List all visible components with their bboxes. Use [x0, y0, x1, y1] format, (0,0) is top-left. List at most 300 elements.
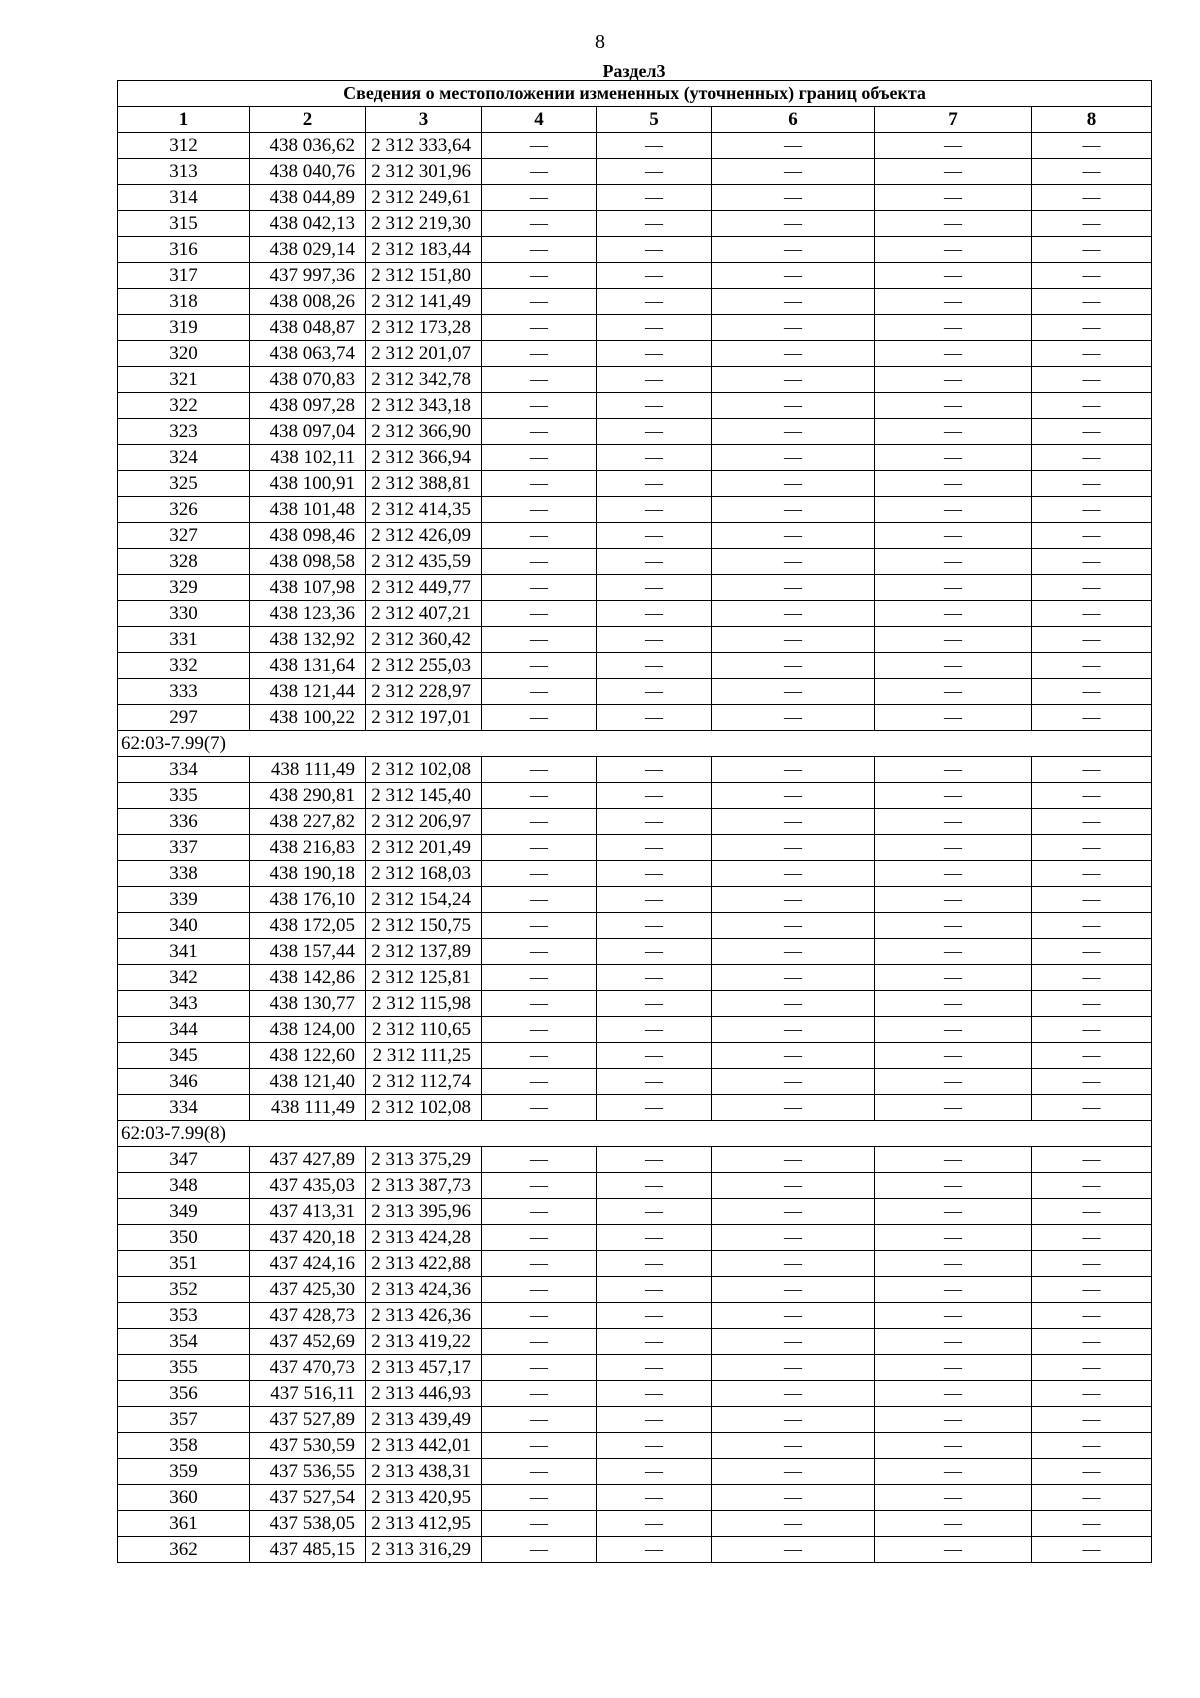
empty-dash-cell: —: [597, 1511, 712, 1537]
x-coordinate-cell: 437 427,89: [250, 1147, 366, 1173]
empty-dash-cell: —: [597, 1199, 712, 1225]
x-coordinate-cell: 438 102,11: [250, 445, 366, 471]
empty-dash-cell: —: [1032, 211, 1152, 237]
empty-dash-cell: —: [597, 1407, 712, 1433]
empty-dash-cell: —: [482, 237, 597, 263]
empty-dash-cell: —: [875, 913, 1032, 939]
empty-dash-cell: —: [1032, 679, 1152, 705]
table-row: [118, 783, 1152, 809]
table-row: [118, 627, 1152, 653]
empty-dash-cell: —: [597, 679, 712, 705]
empty-dash-cell: —: [482, 1329, 597, 1355]
empty-dash-cell: —: [482, 211, 597, 237]
empty-dash-cell: —: [597, 991, 712, 1017]
x-coordinate-cell: 438 121,44: [250, 679, 366, 705]
empty-dash-cell: —: [482, 549, 597, 575]
x-coordinate-cell: 438 063,74: [250, 341, 366, 367]
empty-dash-cell: —: [482, 1199, 597, 1225]
point-number-cell: 361: [118, 1511, 250, 1537]
empty-dash-cell: —: [482, 315, 597, 341]
point-number-cell: 317: [118, 263, 250, 289]
table-row: [118, 185, 1152, 211]
y-coordinate-cell: 2 313 439,49: [366, 1407, 482, 1433]
point-number-cell: 357: [118, 1407, 250, 1433]
x-coordinate-cell: 438 036,62: [250, 133, 366, 159]
table-row: [118, 549, 1152, 575]
x-coordinate-cell: 438 100,22: [250, 705, 366, 731]
empty-dash-cell: —: [482, 1043, 597, 1069]
empty-dash-cell: —: [712, 913, 875, 939]
empty-dash-cell: —: [712, 627, 875, 653]
empty-dash-cell: —: [712, 1095, 875, 1121]
empty-dash-cell: —: [875, 1277, 1032, 1303]
table-row: [118, 1485, 1152, 1511]
empty-dash-cell: —: [1032, 523, 1152, 549]
empty-dash-cell: —: [482, 1173, 597, 1199]
x-coordinate-cell: 438 142,86: [250, 965, 366, 991]
empty-dash-cell: —: [875, 1433, 1032, 1459]
y-coordinate-cell: 2 312 206,97: [366, 809, 482, 835]
empty-dash-cell: —: [482, 939, 597, 965]
table-row: [118, 1459, 1152, 1485]
point-number-cell: 350: [118, 1225, 250, 1251]
point-number-cell: 329: [118, 575, 250, 601]
table-row: [118, 1251, 1152, 1277]
table-row: [118, 575, 1152, 601]
x-coordinate-cell: 437 485,15: [250, 1537, 366, 1563]
empty-dash-cell: —: [597, 133, 712, 159]
empty-dash-cell: —: [875, 575, 1032, 601]
y-coordinate-cell: 2 312 342,78: [366, 367, 482, 393]
empty-dash-cell: —: [482, 393, 597, 419]
x-coordinate-cell: 437 425,30: [250, 1277, 366, 1303]
point-number-cell: 341: [118, 939, 250, 965]
empty-dash-cell: —: [482, 1069, 597, 1095]
table-row: [118, 887, 1152, 913]
y-coordinate-cell: 2 312 255,03: [366, 653, 482, 679]
empty-dash-cell: —: [712, 1303, 875, 1329]
empty-dash-cell: —: [597, 289, 712, 315]
empty-dash-cell: —: [712, 1511, 875, 1537]
empty-dash-cell: —: [712, 783, 875, 809]
x-coordinate-cell: 437 470,73: [250, 1355, 366, 1381]
table-row: [118, 965, 1152, 991]
point-number-cell: 356: [118, 1381, 250, 1407]
empty-dash-cell: —: [597, 887, 712, 913]
empty-dash-cell: —: [875, 419, 1032, 445]
group-row: [118, 1121, 1152, 1147]
empty-dash-cell: —: [712, 549, 875, 575]
empty-dash-cell: —: [875, 1329, 1032, 1355]
x-coordinate-cell: 438 216,83: [250, 835, 366, 861]
empty-dash-cell: —: [482, 263, 597, 289]
y-coordinate-cell: 2 313 442,01: [366, 1433, 482, 1459]
x-coordinate-cell: 438 111,49: [250, 757, 366, 783]
point-number-cell: 348: [118, 1173, 250, 1199]
empty-dash-cell: —: [712, 133, 875, 159]
empty-dash-cell: —: [875, 497, 1032, 523]
x-coordinate-cell: 438 130,77: [250, 991, 366, 1017]
empty-dash-cell: —: [482, 627, 597, 653]
point-number-cell: 349: [118, 1199, 250, 1225]
empty-dash-cell: —: [875, 1251, 1032, 1277]
empty-dash-cell: —: [1032, 1459, 1152, 1485]
x-coordinate-cell: 438 290,81: [250, 783, 366, 809]
empty-dash-cell: —: [875, 887, 1032, 913]
empty-dash-cell: —: [597, 939, 712, 965]
y-coordinate-cell: 2 313 426,36: [366, 1303, 482, 1329]
x-coordinate-cell: 438 097,28: [250, 393, 366, 419]
empty-dash-cell: —: [875, 991, 1032, 1017]
x-coordinate-cell: 438 172,05: [250, 913, 366, 939]
empty-dash-cell: —: [875, 1537, 1032, 1563]
empty-dash-cell: —: [1032, 653, 1152, 679]
empty-dash-cell: —: [712, 185, 875, 211]
x-coordinate-cell: 438 123,36: [250, 601, 366, 627]
point-number-cell: 342: [118, 965, 250, 991]
table-row: [118, 419, 1152, 445]
empty-dash-cell: —: [1032, 263, 1152, 289]
table-caption: Сведения о местоположении измененных (уточненных) границ объекта: [118, 81, 1152, 107]
empty-dash-cell: —: [712, 1485, 875, 1511]
point-number-cell: 330: [118, 601, 250, 627]
table-row: [118, 1043, 1152, 1069]
empty-dash-cell: —: [482, 471, 597, 497]
column-header: 8: [1032, 107, 1152, 133]
column-header: 2: [250, 107, 366, 133]
y-coordinate-cell: 2 312 388,81: [366, 471, 482, 497]
table-row: [118, 653, 1152, 679]
empty-dash-cell: —: [1032, 601, 1152, 627]
empty-dash-cell: —: [597, 1485, 712, 1511]
empty-dash-cell: —: [482, 679, 597, 705]
y-coordinate-cell: 2 312 219,30: [366, 211, 482, 237]
empty-dash-cell: —: [597, 1381, 712, 1407]
empty-dash-cell: —: [482, 1433, 597, 1459]
empty-dash-cell: —: [482, 965, 597, 991]
x-coordinate-cell: 438 122,60: [250, 1043, 366, 1069]
empty-dash-cell: —: [482, 1017, 597, 1043]
empty-dash-cell: —: [1032, 783, 1152, 809]
empty-dash-cell: —: [875, 133, 1032, 159]
empty-dash-cell: —: [482, 497, 597, 523]
y-coordinate-cell: 2 312 125,81: [366, 965, 482, 991]
empty-dash-cell: —: [597, 159, 712, 185]
empty-dash-cell: —: [875, 809, 1032, 835]
y-coordinate-cell: 2 313 438,31: [366, 1459, 482, 1485]
y-coordinate-cell: 2 312 197,01: [366, 705, 482, 731]
point-number-cell: 355: [118, 1355, 250, 1381]
y-coordinate-cell: 2 312 111,25: [366, 1043, 482, 1069]
empty-dash-cell: —: [597, 1433, 712, 1459]
empty-dash-cell: —: [1032, 757, 1152, 783]
empty-dash-cell: —: [597, 705, 712, 731]
empty-dash-cell: —: [1032, 133, 1152, 159]
empty-dash-cell: —: [712, 341, 875, 367]
empty-dash-cell: —: [875, 653, 1032, 679]
x-coordinate-cell: 437 530,59: [250, 1433, 366, 1459]
table-row: [118, 679, 1152, 705]
table-row: [118, 1355, 1152, 1381]
empty-dash-cell: —: [1032, 497, 1152, 523]
point-number-cell: 334: [118, 757, 250, 783]
empty-dash-cell: —: [482, 783, 597, 809]
table-row: [118, 471, 1152, 497]
empty-dash-cell: —: [482, 1485, 597, 1511]
point-number-cell: 344: [118, 1017, 250, 1043]
y-coordinate-cell: 2 312 151,80: [366, 263, 482, 289]
empty-dash-cell: —: [597, 445, 712, 471]
y-coordinate-cell: 2 312 173,28: [366, 315, 482, 341]
point-number-cell: 353: [118, 1303, 250, 1329]
y-coordinate-cell: 2 313 387,73: [366, 1173, 482, 1199]
group-row: [118, 731, 1152, 757]
empty-dash-cell: —: [597, 1355, 712, 1381]
empty-dash-cell: —: [482, 445, 597, 471]
table-row: [118, 1381, 1152, 1407]
empty-dash-cell: —: [597, 965, 712, 991]
y-coordinate-cell: 2 312 102,08: [366, 1095, 482, 1121]
empty-dash-cell: —: [712, 965, 875, 991]
point-number-cell: 354: [118, 1329, 250, 1355]
y-coordinate-cell: 2 313 420,95: [366, 1485, 482, 1511]
x-coordinate-cell: 437 452,69: [250, 1329, 366, 1355]
point-number-cell: 318: [118, 289, 250, 315]
x-coordinate-cell: 438 029,14: [250, 237, 366, 263]
empty-dash-cell: —: [482, 653, 597, 679]
point-number-cell: 332: [118, 653, 250, 679]
table-row: [118, 445, 1152, 471]
empty-dash-cell: —: [597, 1459, 712, 1485]
empty-dash-cell: —: [482, 991, 597, 1017]
table-row: [118, 1329, 1152, 1355]
table-row: [118, 211, 1152, 237]
y-coordinate-cell: 2 312 426,09: [366, 523, 482, 549]
y-coordinate-cell: 2 312 301,96: [366, 159, 482, 185]
x-coordinate-cell: 438 098,46: [250, 523, 366, 549]
y-coordinate-cell: 2 313 316,29: [366, 1537, 482, 1563]
empty-dash-cell: —: [597, 263, 712, 289]
point-number-cell: 314: [118, 185, 250, 211]
table-row: [118, 601, 1152, 627]
table-row: [118, 1407, 1152, 1433]
empty-dash-cell: —: [875, 1407, 1032, 1433]
empty-dash-cell: —: [1032, 185, 1152, 211]
y-coordinate-cell: 2 312 150,75: [366, 913, 482, 939]
table-row: [118, 1511, 1152, 1537]
y-coordinate-cell: 2 313 395,96: [366, 1199, 482, 1225]
empty-dash-cell: —: [875, 1173, 1032, 1199]
point-number-cell: 327: [118, 523, 250, 549]
x-coordinate-cell: 438 107,98: [250, 575, 366, 601]
y-coordinate-cell: 2 312 449,77: [366, 575, 482, 601]
empty-dash-cell: —: [712, 1069, 875, 1095]
empty-dash-cell: —: [712, 757, 875, 783]
empty-dash-cell: —: [1032, 1069, 1152, 1095]
empty-dash-cell: —: [875, 445, 1032, 471]
empty-dash-cell: —: [482, 1537, 597, 1563]
empty-dash-cell: —: [597, 757, 712, 783]
point-number-cell: 321: [118, 367, 250, 393]
x-coordinate-cell: 438 100,91: [250, 471, 366, 497]
column-header: 6: [712, 107, 875, 133]
empty-dash-cell: —: [482, 159, 597, 185]
point-number-cell: 316: [118, 237, 250, 263]
empty-dash-cell: —: [482, 1303, 597, 1329]
empty-dash-cell: —: [875, 367, 1032, 393]
point-number-cell: 322: [118, 393, 250, 419]
y-coordinate-cell: 2 312 228,97: [366, 679, 482, 705]
empty-dash-cell: —: [1032, 549, 1152, 575]
table-row: [118, 133, 1152, 159]
column-header: 4: [482, 107, 597, 133]
empty-dash-cell: —: [875, 1355, 1032, 1381]
table-row: [118, 1017, 1152, 1043]
point-number-cell: 335: [118, 783, 250, 809]
empty-dash-cell: —: [597, 1069, 712, 1095]
y-coordinate-cell: 2 312 102,08: [366, 757, 482, 783]
column-header-row: [118, 107, 1152, 133]
empty-dash-cell: —: [482, 1277, 597, 1303]
table-row: [118, 939, 1152, 965]
x-coordinate-cell: 438 097,04: [250, 419, 366, 445]
empty-dash-cell: —: [712, 887, 875, 913]
table-row: [118, 1303, 1152, 1329]
empty-dash-cell: —: [712, 471, 875, 497]
empty-dash-cell: —: [712, 653, 875, 679]
empty-dash-cell: —: [482, 835, 597, 861]
empty-dash-cell: —: [1032, 887, 1152, 913]
y-coordinate-cell: 2 313 424,28: [366, 1225, 482, 1251]
empty-dash-cell: —: [875, 1381, 1032, 1407]
x-coordinate-cell: 437 538,05: [250, 1511, 366, 1537]
empty-dash-cell: —: [875, 1303, 1032, 1329]
point-number-cell: 338: [118, 861, 250, 887]
y-coordinate-cell: 2 312 154,24: [366, 887, 482, 913]
empty-dash-cell: —: [875, 783, 1032, 809]
empty-dash-cell: —: [597, 627, 712, 653]
empty-dash-cell: —: [482, 367, 597, 393]
table-body: [118, 133, 1152, 1563]
table-row: [118, 1537, 1152, 1563]
empty-dash-cell: —: [1032, 965, 1152, 991]
empty-dash-cell: —: [1032, 1329, 1152, 1355]
empty-dash-cell: —: [712, 367, 875, 393]
table-row: [118, 705, 1152, 731]
y-coordinate-cell: 2 313 422,88: [366, 1251, 482, 1277]
point-number-cell: 312: [118, 133, 250, 159]
empty-dash-cell: —: [1032, 1043, 1152, 1069]
empty-dash-cell: —: [875, 471, 1032, 497]
empty-dash-cell: —: [875, 679, 1032, 705]
table-row: [118, 315, 1152, 341]
empty-dash-cell: —: [482, 1459, 597, 1485]
empty-dash-cell: —: [875, 705, 1032, 731]
empty-dash-cell: —: [1032, 1537, 1152, 1563]
empty-dash-cell: —: [712, 861, 875, 887]
empty-dash-cell: —: [712, 1173, 875, 1199]
empty-dash-cell: —: [875, 835, 1032, 861]
empty-dash-cell: —: [1032, 1147, 1152, 1173]
empty-dash-cell: —: [1032, 1251, 1152, 1277]
point-number-cell: 334: [118, 1095, 250, 1121]
empty-dash-cell: —: [1032, 835, 1152, 861]
y-coordinate-cell: 2 312 343,18: [366, 393, 482, 419]
empty-dash-cell: —: [482, 913, 597, 939]
y-coordinate-cell: 2 312 201,49: [366, 835, 482, 861]
empty-dash-cell: —: [712, 1537, 875, 1563]
y-coordinate-cell: 2 312 414,35: [366, 497, 482, 523]
point-number-cell: 326: [118, 497, 250, 523]
empty-dash-cell: —: [1032, 471, 1152, 497]
empty-dash-cell: —: [1032, 1485, 1152, 1511]
x-coordinate-cell: 437 997,36: [250, 263, 366, 289]
y-coordinate-cell: 2 312 141,49: [366, 289, 482, 315]
empty-dash-cell: —: [1032, 1381, 1152, 1407]
empty-dash-cell: —: [1032, 1199, 1152, 1225]
coordinates-table: [117, 80, 1152, 1563]
empty-dash-cell: —: [1032, 861, 1152, 887]
y-coordinate-cell: 2 312 435,59: [366, 549, 482, 575]
empty-dash-cell: —: [875, 1017, 1032, 1043]
y-coordinate-cell: 2 312 366,90: [366, 419, 482, 445]
x-coordinate-cell: 438 132,92: [250, 627, 366, 653]
y-coordinate-cell: 2 313 424,36: [366, 1277, 482, 1303]
y-coordinate-cell: 2 312 137,89: [366, 939, 482, 965]
empty-dash-cell: —: [712, 1329, 875, 1355]
empty-dash-cell: —: [482, 1225, 597, 1251]
empty-dash-cell: —: [875, 1043, 1032, 1069]
empty-dash-cell: —: [712, 1381, 875, 1407]
empty-dash-cell: —: [597, 861, 712, 887]
empty-dash-cell: —: [597, 1277, 712, 1303]
empty-dash-cell: —: [1032, 705, 1152, 731]
empty-dash-cell: —: [597, 1537, 712, 1563]
x-coordinate-cell: 438 040,76: [250, 159, 366, 185]
empty-dash-cell: —: [1032, 1095, 1152, 1121]
empty-dash-cell: —: [482, 809, 597, 835]
empty-dash-cell: —: [875, 1147, 1032, 1173]
empty-dash-cell: —: [597, 341, 712, 367]
empty-dash-cell: —: [712, 211, 875, 237]
x-coordinate-cell: 437 536,55: [250, 1459, 366, 1485]
y-coordinate-cell: 2 313 375,29: [366, 1147, 482, 1173]
table-row: [118, 913, 1152, 939]
table-row: [118, 1069, 1152, 1095]
empty-dash-cell: —: [712, 705, 875, 731]
empty-dash-cell: —: [482, 1407, 597, 1433]
empty-dash-cell: —: [597, 523, 712, 549]
empty-dash-cell: —: [1032, 1225, 1152, 1251]
empty-dash-cell: —: [712, 1147, 875, 1173]
empty-dash-cell: —: [597, 809, 712, 835]
empty-dash-cell: —: [482, 523, 597, 549]
empty-dash-cell: —: [875, 627, 1032, 653]
empty-dash-cell: —: [482, 1095, 597, 1121]
y-coordinate-cell: 2 312 110,65: [366, 1017, 482, 1043]
point-number-cell: 352: [118, 1277, 250, 1303]
empty-dash-cell: —: [875, 1199, 1032, 1225]
table-row: [118, 991, 1152, 1017]
empty-dash-cell: —: [597, 393, 712, 419]
empty-dash-cell: —: [712, 393, 875, 419]
empty-dash-cell: —: [482, 1381, 597, 1407]
y-coordinate-cell: 2 312 112,74: [366, 1069, 482, 1095]
empty-dash-cell: —: [1032, 159, 1152, 185]
x-coordinate-cell: 438 157,44: [250, 939, 366, 965]
empty-dash-cell: —: [597, 471, 712, 497]
empty-dash-cell: —: [712, 1017, 875, 1043]
